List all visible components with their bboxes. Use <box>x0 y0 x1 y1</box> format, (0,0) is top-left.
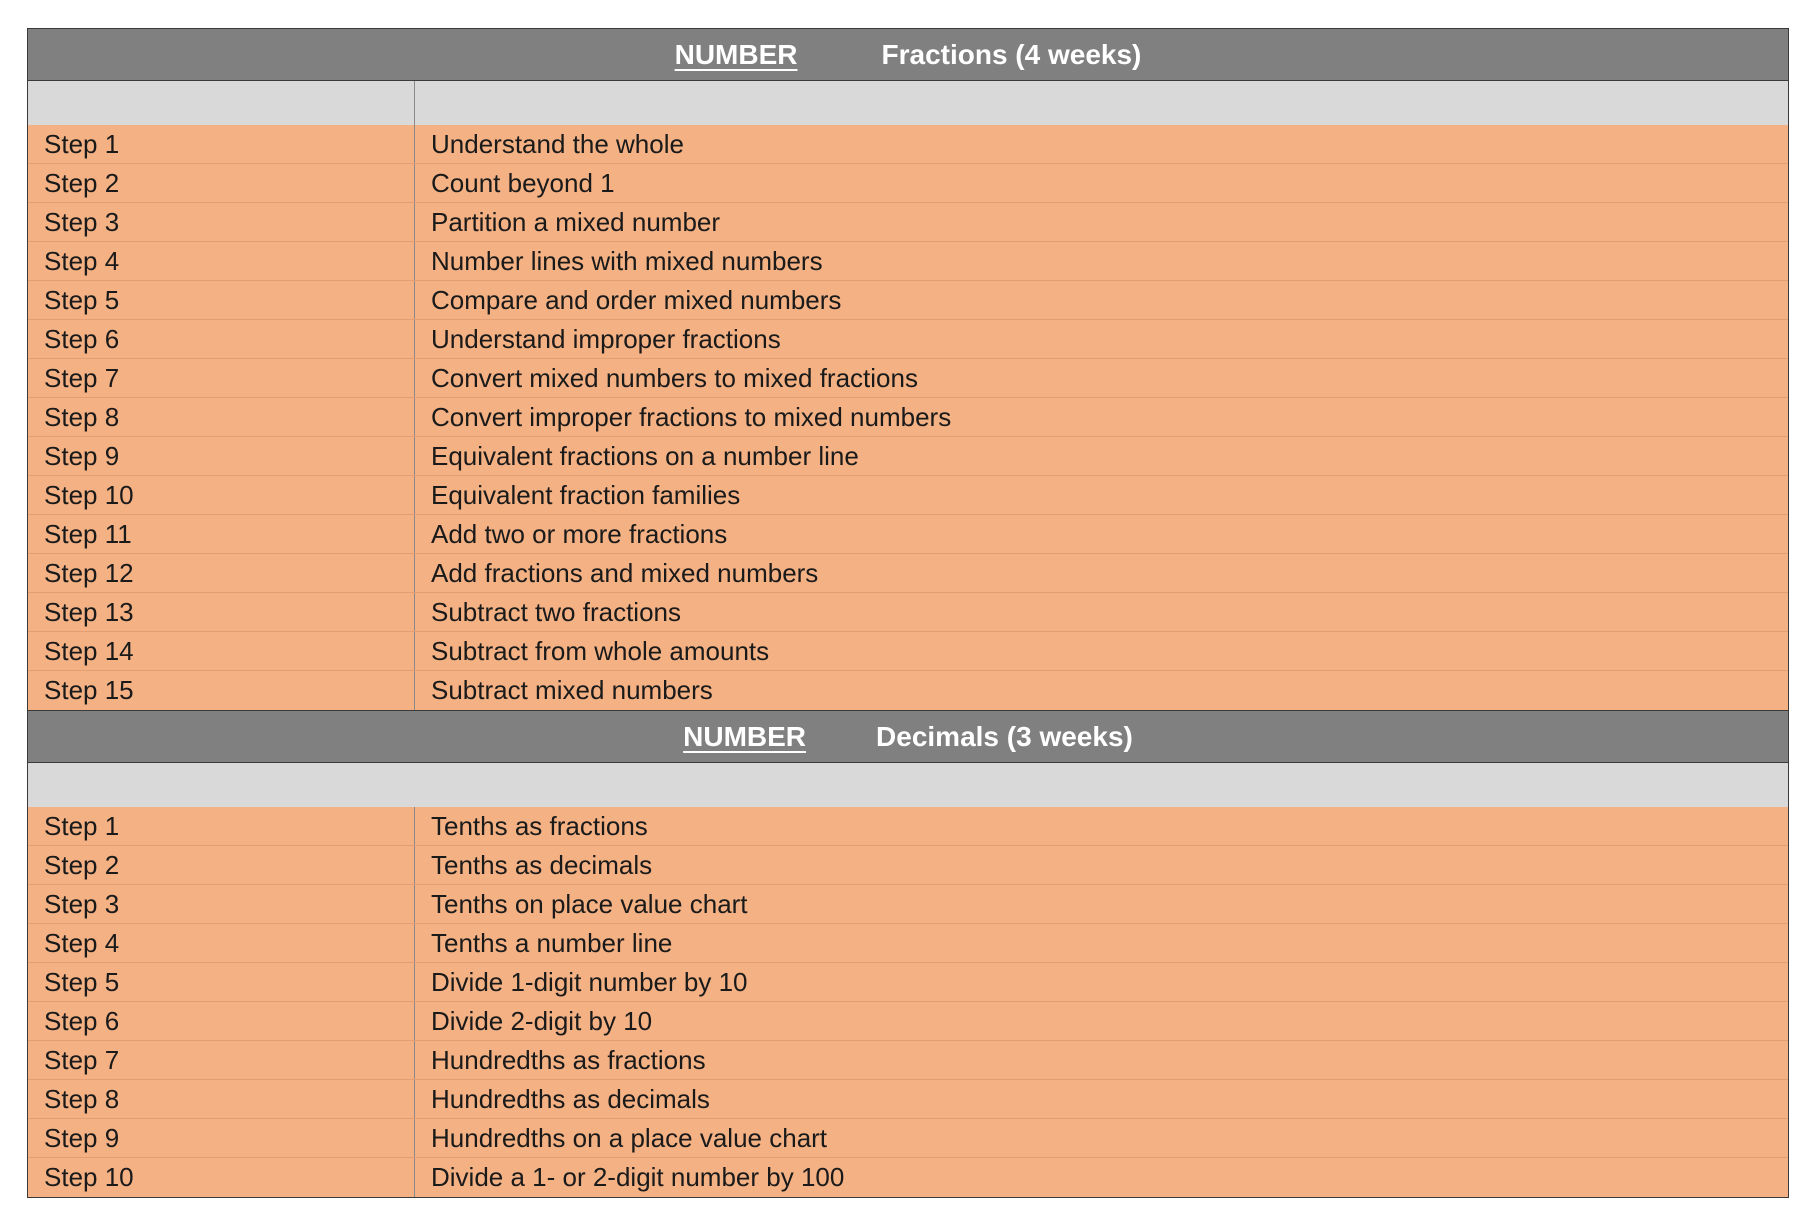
step-number: Step 4 <box>28 924 415 962</box>
table-row <box>28 242 1788 281</box>
table-row <box>28 1002 1788 1041</box>
step-number: Step 13 <box>28 593 415 631</box>
section-topic: Fractions (4 weeks) <box>881 38 1142 70</box>
step-number: Step 7 <box>28 359 415 397</box>
step-description: Compare and order mixed numbers <box>431 284 842 315</box>
step-description: Tenths as decimals <box>431 849 653 880</box>
table-row <box>28 632 1788 671</box>
table-row <box>28 164 1788 203</box>
table-row <box>28 515 1788 554</box>
step-number: Step 9 <box>28 1119 415 1157</box>
step-description: Subtract mixed numbers <box>431 675 713 705</box>
step-description: Number lines with mixed numbers <box>431 245 823 276</box>
step-number: Step 3 <box>28 885 415 923</box>
table-row <box>28 885 1788 924</box>
step-description: Divide 1-digit number by 10 <box>431 966 748 997</box>
step-number: Step 10 <box>28 1158 415 1197</box>
step-number: Step 9 <box>28 437 415 475</box>
subheader-step-column <box>28 81 415 125</box>
table-row <box>28 671 1788 710</box>
fractions-rows <box>28 125 1788 710</box>
table-row <box>28 593 1788 632</box>
step-description: Divide a 1- or 2-digit number by 100 <box>431 1162 845 1192</box>
step-description: Understand improper fractions <box>431 323 781 354</box>
subheader-step-column <box>28 763 415 807</box>
table-row <box>28 320 1788 359</box>
table-row <box>28 963 1788 1002</box>
table-row <box>28 125 1788 164</box>
table-row <box>28 203 1788 242</box>
step-number: Step 6 <box>28 1002 415 1040</box>
step-description: Add two or more fractions <box>431 518 728 549</box>
section-header-fractions <box>28 28 1788 81</box>
step-number: Step 2 <box>28 846 415 884</box>
step-number: Step 8 <box>28 398 415 436</box>
table-row <box>28 1119 1788 1158</box>
step-number: Step 3 <box>28 203 415 241</box>
section-header-decimals <box>28 710 1788 763</box>
section-label: NUMBER <box>674 38 798 70</box>
step-number: Step 11 <box>28 515 415 553</box>
section-subheader <box>28 81 1788 125</box>
table-row <box>28 359 1788 398</box>
step-description: Convert mixed numbers to mixed fractions <box>431 362 918 393</box>
step-description: Add fractions and mixed numbers <box>431 557 819 588</box>
step-number: Step 8 <box>28 1080 415 1118</box>
step-description: Tenths a number line <box>431 927 673 958</box>
step-number: Step 15 <box>28 671 415 710</box>
section-label: NUMBER <box>683 720 807 752</box>
step-description: Equivalent fractions on a number line <box>431 440 859 471</box>
step-description: Understand the whole <box>431 128 684 159</box>
table-row <box>28 924 1788 963</box>
step-number: Step 7 <box>28 1041 415 1079</box>
step-number: Step 5 <box>28 281 415 319</box>
step-number: Step 5 <box>28 963 415 1001</box>
step-number: Step 4 <box>28 242 415 280</box>
table-row <box>28 1158 1788 1197</box>
table-row <box>28 476 1788 515</box>
table-row <box>28 398 1788 437</box>
step-number: Step 10 <box>28 476 415 514</box>
step-description: Subtract two fractions <box>431 596 681 627</box>
table-row <box>28 807 1788 846</box>
table-row <box>28 846 1788 885</box>
table-row <box>28 1080 1788 1119</box>
step-number: Step 12 <box>28 554 415 592</box>
step-description: Partition a mixed number <box>431 206 721 237</box>
step-number: Step 14 <box>28 632 415 670</box>
table-row <box>28 437 1788 476</box>
step-description: Hundredths on a place value chart <box>431 1122 828 1153</box>
step-number: Step 2 <box>28 164 415 202</box>
table-row <box>28 281 1788 320</box>
step-description: Divide 2-digit by 10 <box>431 1005 653 1036</box>
decimals-rows <box>28 807 1788 1197</box>
step-description: Convert improper fractions to mixed numbers <box>431 401 952 432</box>
table-row <box>28 554 1788 593</box>
step-description: Count beyond 1 <box>431 167 615 198</box>
section-topic: Decimals (3 weeks) <box>876 720 1133 752</box>
step-description: Hundredths as fractions <box>431 1044 706 1075</box>
step-number: Step 1 <box>28 125 415 163</box>
step-description: Tenths on place value chart <box>431 888 748 919</box>
section-subheader <box>28 763 1788 807</box>
table-row <box>28 1041 1788 1080</box>
step-description: Equivalent fraction families <box>431 479 741 510</box>
step-number: Step 1 <box>28 807 415 845</box>
step-description: Subtract from whole amounts <box>431 635 770 666</box>
curriculum-table <box>27 28 1789 1198</box>
step-number: Step 6 <box>28 320 415 358</box>
step-description: Tenths as fractions <box>431 810 648 841</box>
step-description: Hundredths as decimals <box>431 1083 710 1114</box>
